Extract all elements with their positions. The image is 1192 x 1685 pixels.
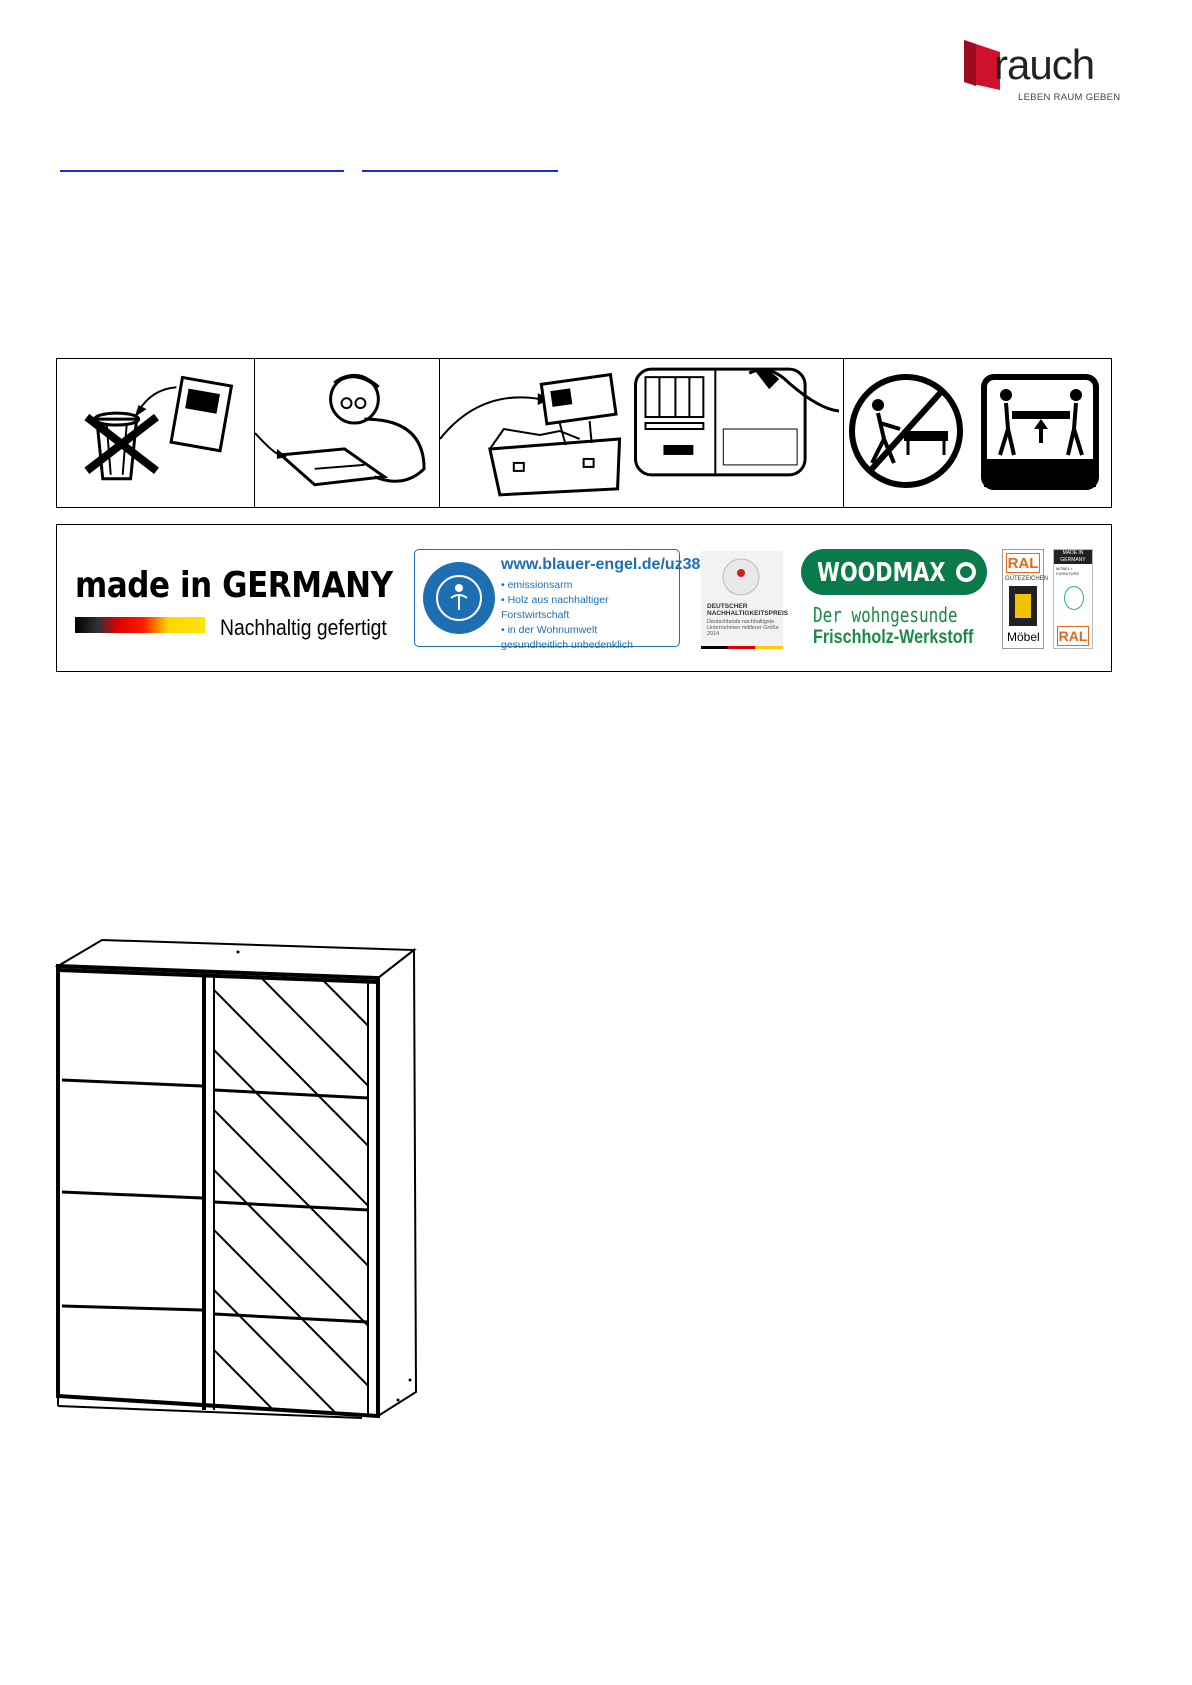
nachhaltigkeitspreis-orb-icon [721, 557, 761, 597]
blauer-engel-badge [414, 549, 701, 651]
mig-ral-seal-icon [1064, 586, 1084, 610]
blank-link-1[interactable] [60, 170, 344, 172]
blauer-engel-point: • Holz aus nachhaltiger Forstwirtschaft [501, 593, 679, 623]
made-in-germany-subtitle: Nachhaltig gefertigt [220, 615, 387, 640]
wardrobe-illustration [52, 930, 422, 1450]
blauer-engel-point: • in der Wohnumwelt gesundheitlich unbedenklich [501, 623, 651, 653]
picto-do-not-discard [57, 359, 255, 507]
rauch-logo [962, 38, 1121, 108]
mig-ral-header: MADE IN GERMANY [1054, 550, 1092, 564]
person-reading-icon [255, 359, 439, 507]
picto-read-instructions [255, 359, 440, 507]
trash-crossed-icon [57, 359, 254, 507]
ral-guetezeichen-badge [1002, 549, 1049, 649]
blauer-engel-points [501, 578, 679, 653]
nachhaltigkeitspreis-badge [701, 551, 789, 649]
moebel-m-icon [1009, 586, 1037, 626]
woodmax-badge [801, 549, 987, 649]
ral-label: RAL [1007, 555, 1039, 572]
picto-keep-instructions [440, 359, 844, 507]
blank-link-2[interactable] [362, 170, 558, 172]
mig-ral-label: RAL [1058, 628, 1088, 644]
brand-name: rauch [994, 41, 1095, 88]
nachhaltigkeitspreis-title: DEUTSCHER NACHHALTIGKEITSPREIS [707, 603, 789, 617]
file-folder-and-booklet-icon [440, 359, 843, 507]
brand-tagline: LEBEN RAUM GEBEN [1018, 92, 1121, 103]
german-flag-bar [75, 617, 205, 633]
mig-ral-sub: MÖBEL • FURNITURE [1056, 566, 1080, 576]
made-in-germany-title: made in GERMANY [75, 565, 393, 606]
woodmax-star-icon [955, 561, 977, 583]
instruction-pictograms [56, 358, 1112, 508]
guetezeichen-label: GÜTEZEICHEN [1005, 576, 1049, 582]
german-flag-stripe [701, 646, 783, 649]
woodmax-name: WOODMAX [817, 558, 946, 588]
woodmax-line1: Der wohngesunde [813, 603, 958, 627]
moebel-label: Möbel [1007, 630, 1040, 644]
made-in-germany-badge [75, 565, 395, 640]
nachhaltigkeitspreis-subtitle: Deutschlands nachhaltigste Unternehmen mittlerer Größe 2014 [707, 619, 779, 637]
woodmax-logo [801, 549, 987, 595]
no-pushing-lift-icon [844, 359, 1110, 507]
certification-strip [56, 524, 1112, 672]
made-in-germany-ral-badge [1053, 549, 1093, 649]
picto-lift-do-not-push [844, 359, 1110, 507]
blauer-engel-point: • emissionsarm [501, 578, 679, 593]
blauer-engel-seal-icon [421, 558, 497, 638]
blauer-engel-url: www.blauer-engel.de/uz38 [501, 556, 701, 573]
woodmax-line2: Frischholz-Werkstoff [813, 627, 974, 648]
